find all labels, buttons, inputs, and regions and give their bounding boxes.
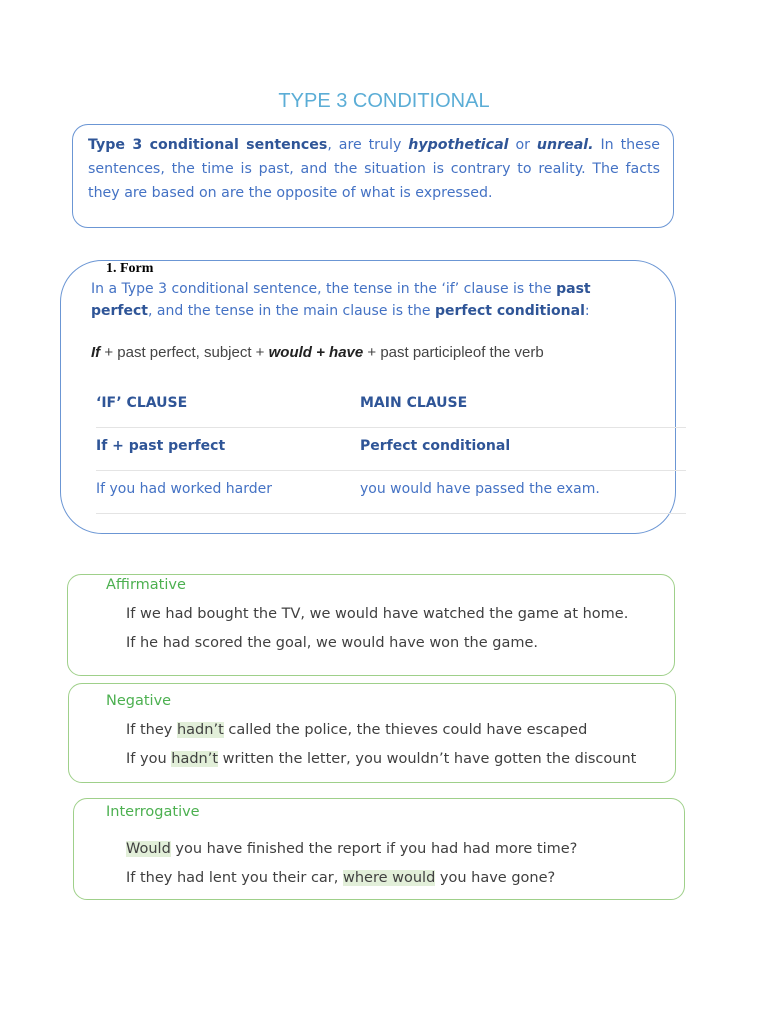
table-cell: If + past perfect	[96, 438, 226, 454]
form-text-part: :	[584, 303, 590, 319]
highlighted-text: hadn’t	[171, 751, 219, 767]
text-part: you have finished the report if you had had more time?	[170, 841, 578, 857]
intro-text	[88, 133, 660, 205]
form-heading: 1. Form	[106, 261, 154, 276]
highlighted-text: hadn’t	[176, 722, 224, 738]
table-cell: Perfect conditional	[360, 438, 511, 454]
intro-text-part: , are truly	[327, 137, 409, 153]
formula	[91, 344, 544, 361]
negative-line	[126, 722, 587, 738]
past-perfect-term: past perfect	[91, 281, 591, 319]
intro-unreal: unreal.	[536, 137, 594, 153]
table-header-row	[96, 385, 686, 428]
affirmative-line: If we had bought the TV, we would have watched the game at home.	[126, 606, 629, 622]
intro-box	[72, 124, 674, 228]
highlighted-text: where would	[342, 870, 436, 886]
form-text-part: In a Type 3 conditional sentence, the tense in the ‘if’ clause is the	[91, 281, 557, 297]
interrogative-label: Interrogative	[106, 804, 200, 820]
formula-if: If	[91, 344, 101, 361]
text-part: you have gone?	[435, 870, 556, 886]
form-text-part: , and the tense in the main clause is the	[148, 303, 435, 319]
formula-part: + past participleof the verb	[363, 344, 544, 361]
intro-hypothetical: hypothetical	[408, 137, 509, 153]
interrogative-line	[126, 870, 555, 886]
form-description	[91, 278, 651, 322]
table-header-cell: MAIN CLAUSE	[360, 395, 468, 411]
interrogative-line	[126, 841, 577, 857]
text-part: If you	[126, 751, 172, 767]
table-row	[96, 471, 686, 514]
form-table	[96, 385, 686, 514]
table-cell: If you had worked harder	[96, 481, 273, 497]
table-header-cell: ‘IF’ CLAUSE	[96, 395, 188, 411]
text-part: If they had lent you their car,	[126, 870, 343, 886]
negative-line	[126, 751, 636, 767]
perfect-conditional-term: perfect conditional	[434, 303, 585, 319]
formula-part: + past perfect, subject +	[100, 344, 269, 361]
table-cell: you would have passed the exam.	[360, 481, 600, 497]
table-row	[96, 428, 686, 471]
negative-label: Negative	[106, 693, 172, 709]
affirmative-label: Affirmative	[106, 577, 186, 593]
intro-term: Type 3 conditional sentences	[88, 137, 328, 153]
text-part: called the police, the thieves could have escaped	[223, 722, 588, 738]
text-part: written the letter, you wouldn’t have gotten the discount	[218, 751, 637, 767]
intro-text-part: or	[508, 137, 537, 153]
intro-text-part: In these sentences, the time is past, and the situation is contrary to reality. The facts they are based on are the opposite of what is expressed.	[88, 137, 660, 201]
highlighted-text: Would	[126, 841, 171, 857]
formula-would-have: would + have	[268, 344, 364, 361]
affirmative-line: If he had scored the goal, we would have won the game.	[126, 635, 539, 651]
text-part: If they	[126, 722, 177, 738]
page-title: TYPE 3 CONDITIONAL	[278, 90, 490, 112]
